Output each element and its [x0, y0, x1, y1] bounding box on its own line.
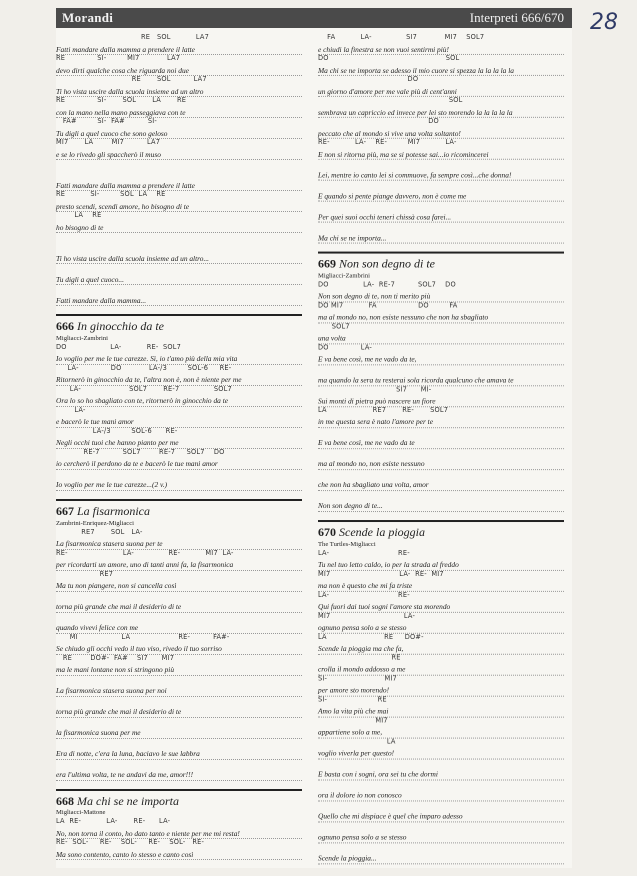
chord-line: LA-/3 SOL-6 RE-	[56, 426, 178, 435]
lyric-text: Fatti mandare dalla mamma...	[56, 295, 147, 305]
lyric-line	[318, 738, 564, 759]
chord-line: SI7 MI-	[318, 385, 432, 394]
lyric-text: E va bene così, me ne vado da te	[318, 438, 415, 448]
lyric-text: ma quando la sera tu resterai sola ricorda qualcuno che amava te	[318, 375, 514, 385]
lyric-line	[318, 139, 564, 160]
lyric-line	[318, 780, 564, 801]
lyric-text: torna più grande che mai il desiderio di te	[56, 602, 182, 612]
lyric-line	[56, 839, 302, 860]
lyric-text: quando vivevi felice con me	[56, 623, 139, 633]
lyric-line	[318, 344, 564, 365]
lyric-line	[56, 34, 302, 55]
chord-line: LA RE- LA- RE- LA-	[56, 817, 171, 826]
song-title	[318, 526, 564, 540]
lyric-text: ma non è questo che mi fa triste	[318, 581, 413, 591]
song-authors: Migliacci-Mattone	[56, 809, 106, 817]
lyric-text: era l'ultima volta, te ne andavi da me, amor!!!	[56, 770, 194, 780]
songbook-page	[56, 8, 572, 868]
lyric-text: Lei, mentre io canto lei si commuove, fa sempre così...che donna!	[318, 170, 512, 180]
lyric-text: Quello che mi dispiace è quel che imparo adesso	[318, 811, 463, 821]
song-entry	[318, 252, 564, 512]
lyric-text: un giorno d'amore per me vale più di cent'anni	[318, 86, 457, 96]
lyric-text: voglio viverla per questo!	[318, 748, 395, 758]
chord-line: DO MI7 FA DO FA	[318, 301, 458, 310]
lyric-text: sembrava un capriccio ed invece per lei sto morendo la la la la la	[318, 107, 513, 117]
stanza-gap	[56, 160, 302, 170]
lyric-text: io cercherò il perdono da te e bacerò le tue mani amor	[56, 459, 218, 469]
lyric-text: ho bisogno di te	[56, 222, 104, 232]
lyric-line	[318, 612, 564, 633]
lyric-line	[318, 202, 564, 223]
lyric-line	[318, 302, 564, 323]
lyric-text: appartiene solo a me,	[318, 727, 383, 737]
section-range: Interpreti 666/670	[469, 10, 564, 25]
lyric-text: Tu nel tuo letto caldo, io per la strada al freddo	[318, 560, 459, 570]
chord-line: LA	[318, 737, 396, 746]
lyric-line	[318, 470, 564, 491]
chord-line: RE- LA- RE- MI7 LA-	[318, 137, 457, 146]
lyric-text: La fisarmonica stasera suona per te	[56, 539, 163, 549]
lyric-line	[318, 428, 564, 449]
lyric-text: Fatti mandare dalla mamma a prendere il latte	[56, 180, 195, 190]
lyric-text: devo dirti qualche cosa che riguarda noi due	[56, 65, 189, 75]
lyric-text: Ti ho vista uscire dalla scuola insieme ad un altro...	[56, 253, 210, 263]
lyric-text: ma le mani lontane non si stringono più	[56, 665, 175, 675]
lyric-text: crolla il mondo addosso a me	[318, 664, 406, 674]
lyric-line	[56, 386, 302, 407]
lyric-text: in me questa sera è nato l'amore per te	[318, 417, 434, 427]
lyric-text: Ma sono contento, canto lo stesso e canto così	[56, 849, 194, 859]
lyric-line	[56, 139, 302, 160]
chord-line: SOL	[318, 95, 463, 104]
chord-line: RE SOL LA7	[56, 75, 207, 83]
lyric-text: ma al mondo no, non esiste nessuno che non ha sbagliato	[318, 312, 489, 322]
song-entry	[56, 789, 302, 861]
lyric-text: la fisarmonica suona per me	[56, 728, 141, 738]
lyric-text: Amo la vita più che mai	[318, 706, 389, 716]
lyric-line	[56, 170, 302, 191]
lyric-text: che non ha sbagliato una volta, amor	[318, 480, 429, 490]
lyric-text: torna più grande che mai il desiderio di te	[56, 707, 182, 717]
chord-line: DO	[318, 74, 419, 83]
lyric-line	[56, 428, 302, 449]
lyric-line	[318, 365, 564, 386]
chord-line: DO LA-	[318, 343, 372, 352]
chord-line: RE DO#- FA# SI7 MI7	[56, 653, 175, 662]
lyric-text: Tu digli a quel cuoco...	[56, 274, 124, 284]
lyric-line	[56, 529, 302, 550]
lyric-line	[318, 223, 564, 244]
lyric-text: Non son degno di te, non ti merito più	[318, 291, 431, 301]
chord-line: RE7	[56, 569, 114, 578]
song-continuation	[56, 34, 302, 306]
chord-line: RE- SOL- RE- SOL- RE- SOL- RE-	[56, 838, 205, 847]
lyric-line	[318, 386, 564, 407]
chord-line: LA-	[56, 405, 86, 414]
lyric-line	[318, 717, 564, 738]
lyric-text: con la mano nella mano passeggiava con te	[56, 107, 186, 117]
lyric-text: No, non torna il conto, ho dato tanto e niente per me mi resta!	[56, 828, 240, 838]
right-column	[318, 34, 564, 864]
handwritten-page-number: 28	[590, 10, 618, 35]
lyric-line	[56, 285, 302, 306]
lyric-line	[318, 675, 564, 696]
song-name: Non son degno di te	[339, 256, 435, 271]
song-number: 668	[56, 793, 74, 808]
artist-name: Morandi	[62, 10, 114, 25]
lyric-text: presto scendi, scendi amore, ho bisogno di te	[56, 201, 190, 211]
lyric-line	[56, 344, 302, 365]
song-title	[318, 258, 564, 272]
lyric-text: Ti ho vista uscire dalla scuola insieme ad un altro	[56, 86, 204, 96]
chord-line: LA- RE-	[318, 548, 410, 557]
lyric-line	[318, 181, 564, 202]
lyric-text: Ritornerò in ginocchio da te, l'altra non è, non è niente per me	[56, 375, 242, 385]
chord-line: LA RE7 RE- SOL7	[318, 406, 449, 415]
lyric-line	[56, 118, 302, 139]
lyric-line	[56, 818, 302, 839]
lyric-line	[318, 449, 564, 470]
song-number: 667	[56, 503, 74, 518]
page-header	[56, 8, 572, 28]
lyric-text: E basta con i sogni, ora sei tu che dormi	[318, 769, 438, 779]
lyric-text: E non si ritorna più, ma se si potesse sai...io ricomincerei	[318, 149, 489, 159]
lyric-line	[318, 822, 564, 843]
lyric-text: Ma chi se ne importa se adesso il mio cuore si spezza la la la la la	[318, 65, 514, 75]
lyric-text: Scende la pioggia...	[318, 853, 377, 863]
lyric-line	[56, 655, 302, 676]
chord-line: FA# SI- FA# SI-	[56, 117, 157, 125]
chord-line: MI7 LA-	[318, 611, 416, 620]
chord-line: MI LA RE- FA#-	[56, 632, 230, 641]
chord-line: LA RE DO#-	[318, 632, 424, 641]
lyric-text: La fisarmonica stasera suona per noi	[56, 686, 167, 696]
chord-line: RE-7 SOL7 RE-7 SOL7 DO	[56, 447, 225, 456]
song-name: La fisarmonica	[77, 503, 151, 518]
lyric-line	[56, 571, 302, 592]
lyric-line	[56, 365, 302, 386]
song-authors: The Turtles-Migliacci	[318, 540, 376, 548]
lyric-line	[56, 739, 302, 760]
lyric-line	[318, 654, 564, 675]
song-authors: Migliacci-Zambrini	[318, 272, 370, 280]
lyric-text: E va bene così, me ne vado da te,	[318, 354, 417, 364]
lyric-line	[56, 592, 302, 613]
lyric-text: una volta	[318, 333, 346, 343]
song-title	[56, 795, 302, 809]
song-name: In ginocchio da te	[77, 319, 164, 333]
lyric-line	[56, 697, 302, 718]
lyric-text: Io voglio per me le tue carezze...(2 v.)	[56, 480, 168, 490]
lyric-text: Qui fuori dai tuoi sogni l'amore sta morendo	[318, 602, 451, 612]
song-title	[56, 505, 302, 519]
song-header	[56, 499, 302, 527]
lyric-text: per amore sto morendo!	[318, 685, 390, 695]
chord-line: SOL7	[318, 322, 350, 331]
lyric-line	[318, 34, 564, 55]
lyric-text: Non son degno di te...	[318, 501, 383, 511]
stanza-gap	[56, 233, 302, 243]
lyric-line	[318, 759, 564, 780]
chord-line: DO LA- RE-7 SOL7 DO	[318, 280, 456, 289]
song-name: Ma chi se ne importa	[77, 793, 179, 808]
chord-line: MI7	[318, 716, 388, 725]
chord-line: DO	[318, 116, 439, 125]
lyric-line	[318, 76, 564, 97]
song-number: 669	[318, 256, 336, 271]
chord-line: MI7 LA- RE- MI7	[318, 569, 444, 578]
chord-line: RE SI- SOL LA RE	[56, 190, 166, 198]
lyric-line	[56, 191, 302, 212]
lyric-line	[56, 718, 302, 739]
lyric-line	[318, 696, 564, 717]
song-header	[318, 252, 564, 280]
lyric-line	[318, 801, 564, 822]
lyric-line	[318, 843, 564, 864]
chord-line: DO SOL	[318, 53, 460, 62]
lyric-line	[56, 470, 302, 491]
lyric-text: Tu digli a quel cuoco che sono geloso	[56, 128, 168, 138]
lyric-line	[56, 407, 302, 428]
lyric-text: E quando si pente piange davvero, non è come me	[318, 191, 467, 201]
lyric-text: Io voglio per me le tue carezze. Sì, io t'amo più della mia vita	[56, 354, 238, 364]
chord-line: RE SOL LA7	[56, 33, 210, 41]
chord-line: LA- SOL7 RE-7 SOL7	[56, 384, 232, 393]
lyric-line	[56, 760, 302, 781]
song-number: 666	[56, 319, 74, 333]
lyric-text: ognuno pensa solo a se stesso	[318, 623, 407, 632]
song-authors: Migliacci-Zambrini	[56, 334, 108, 342]
chord-line: RE	[318, 653, 401, 662]
lyric-line	[318, 160, 564, 181]
song-continuation	[318, 34, 564, 244]
lyric-text: ognuno pensa solo a se stesso	[318, 832, 407, 842]
lyric-line	[318, 407, 564, 428]
lyric-text: Negli occhi tuoi che hanno pianto per me	[56, 438, 179, 448]
chord-line: SI- RE	[318, 695, 387, 704]
chord-line: FA LA- SI7 MI7 SOL7	[318, 33, 485, 41]
lyric-text: Era di notte, c'era la luna, baciavo le sue labbra	[56, 749, 200, 759]
lyric-line	[318, 550, 564, 571]
lyric-line	[56, 55, 302, 76]
lyric-text: e se lo rivedo gli spaccherò il muso	[56, 149, 161, 159]
lyric-line	[56, 550, 302, 571]
lyric-line	[318, 571, 564, 592]
lyric-text: Scende la pioggia ma che fa,	[318, 643, 404, 653]
lyric-text: ora il dolore io non conosco	[318, 790, 402, 800]
chord-line: RE SI- SOL LA RE	[56, 96, 187, 104]
song-title	[56, 320, 302, 334]
chord-line: RE SI- MI7 LA7	[56, 54, 181, 62]
lyric-line	[56, 449, 302, 470]
left-column	[56, 34, 302, 860]
lyric-line	[56, 76, 302, 97]
lyric-line	[318, 118, 564, 139]
lyric-text: ma al mondo no, non esiste nessuno	[318, 459, 425, 469]
lyric-text: e chiudi la finestra se non vuoi sentirmi più!	[318, 44, 449, 54]
lyric-text: e bacerò le tue mani amor	[56, 417, 134, 427]
lyric-text: peccato che al mondo si vive una volta soltanto!	[318, 128, 461, 138]
lyric-line	[56, 613, 302, 634]
song-name: Scende la pioggia	[339, 524, 425, 539]
chord-line: LA RE	[56, 211, 102, 219]
lyric-line	[318, 55, 564, 76]
lyric-line	[318, 281, 564, 302]
lyric-line	[56, 212, 302, 233]
song-header	[318, 520, 564, 548]
lyric-text: Se chiudo gli occhi vedo il tuo viso, rivedo il tuo sorriso	[56, 644, 222, 654]
lyric-line	[318, 633, 564, 654]
lyric-text: Ma chi se ne importa...	[318, 233, 387, 243]
song-number: 670	[318, 524, 336, 539]
song-header	[56, 314, 302, 342]
chord-line: LA- DO LA-/3 SOL-6 RE-	[56, 363, 232, 372]
chord-line: SI- MI7	[318, 674, 397, 683]
lyric-line	[318, 97, 564, 118]
chord-line: RE- LA- RE- MI7 LA-	[56, 548, 234, 557]
lyric-line	[56, 97, 302, 118]
lyric-text: per ricordarti un amore, uno di tanti anni fa, la fisarmonica	[56, 560, 234, 570]
chord-line: MI7 LA MI7 LA7	[56, 138, 161, 146]
lyric-line	[318, 323, 564, 344]
lyric-line	[56, 634, 302, 655]
lyric-text: Fatti mandare dalla mamma a prendere il latte	[56, 44, 195, 54]
lyric-text: Ma tu non piangere, non si cancella così	[56, 581, 177, 591]
song-entry	[56, 499, 302, 781]
lyric-line	[318, 591, 564, 612]
lyric-text: Sui monti di pietra può nascere un fiore	[318, 396, 436, 406]
chord-line: RE7 SOL LA-	[56, 527, 143, 536]
song-entry	[56, 314, 302, 491]
lyric-line	[56, 243, 302, 264]
song-authors: Zambrini-Enriquez-Migliacci	[56, 519, 134, 527]
chord-line: LA- RE-	[318, 590, 410, 599]
song-header	[56, 789, 302, 817]
lyric-text: Per quei suoi occhi teneri chissà cosa farei...	[318, 212, 452, 222]
lyric-line	[318, 491, 564, 512]
chord-line: DO LA- RE- SOL7	[56, 342, 182, 351]
lyric-line	[56, 264, 302, 285]
song-entry	[318, 520, 564, 864]
lyric-text: Ora lo so ho sbagliato con te, ritornerò in ginocchio da te	[56, 396, 229, 406]
lyric-line	[56, 676, 302, 697]
